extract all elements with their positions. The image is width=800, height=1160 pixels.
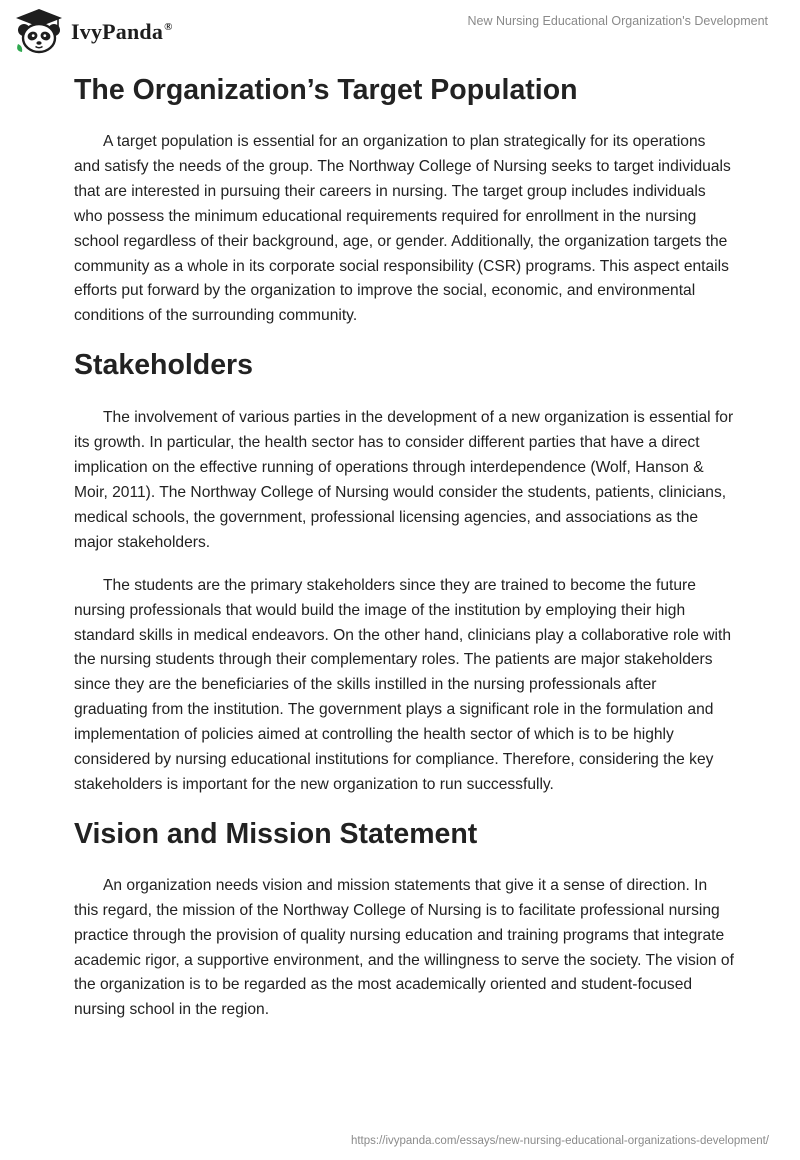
page-header [0, 0, 800, 62]
essay-content [74, 70, 734, 1023]
section-heading-stakeholders: Stakeholders [74, 349, 253, 382]
ivypanda-logo[interactable] [14, 8, 173, 54]
section-heading-target-population: The Organization’s Target Population [74, 74, 578, 106]
paragraph-vision-mission: An organization needs vision and mission statements that give it a sense of direction. In this regard, the mission of the Northway College of Nursing is to facilitate professional nursing practice through the provision of quality nursing education and training programs that integrate academic rigor, a supportive environment, and the willingness to serve the society. The vision of the organization is to be regarded as the most academically oriented and student-focused nursing school in the region. [74, 876, 734, 1019]
section-heading-vision-mission: Vision and Mission Statement [74, 817, 478, 850]
panda-graduate-icon [14, 8, 64, 54]
paragraph-stakeholders-2: The students are the primary stakeholders since they are trained to become the future nursing professionals that would build the image of the institution by employing their high standard skills in medical endeavors. On the other hand, clinicians play a collaborative role with the nursing students through their complementary roles. The patients are major stakeholders since they are the beneficiaries of the skills instilled in the nursing professionals after graduating from the institution. The government plays a significant role in the formulation and implementation of policies aimed at controlling the health sector of which is to be highly considered by nursing educational institutions for compliance. Therefore, considering the key stakeholders is important for the new organization to run successfully. [74, 576, 732, 793]
registered-mark: ® [164, 21, 173, 33]
logo-text: IvyPanda® [71, 19, 173, 44]
paragraph-stakeholders-1: The involvement of various parties in the development of a new organization is essential for its growth. In particular, the health sector has to consider different parties that have a direct implication on the effective running of operations through interdependence (Wolf, Hanson & Moir, 2011). The Northway College of Nursing would consider the students, patients, clinicians, medical schools, the government, professional licensing agencies, and associations as the major stakeholders. [74, 409, 734, 551]
source-url[interactable]: https://ivypanda.com/essays/new-nursing-educational-organizations-development/ [350, 1135, 769, 1147]
document-title: New Nursing Educational Organization's Development [467, 14, 768, 28]
paragraph-target-population: A target population is essential for an organization to plan strategically for its operations and satisfy the needs of the group. The Northway College of Nursing seeks to target individuals that are interested in pursuing their careers in nursing. The target group includes individuals who possess the minimum educational requirements required for enrollment in the nursing school regardless of their background, age, or gender. Additionally, the organization targets the community as a whole in its corporate social responsibility (CSR) programs. This aspect entails efforts put forward by the organization to improve the social, economic, and environmental conditions of the surrounding community. [74, 133, 731, 325]
